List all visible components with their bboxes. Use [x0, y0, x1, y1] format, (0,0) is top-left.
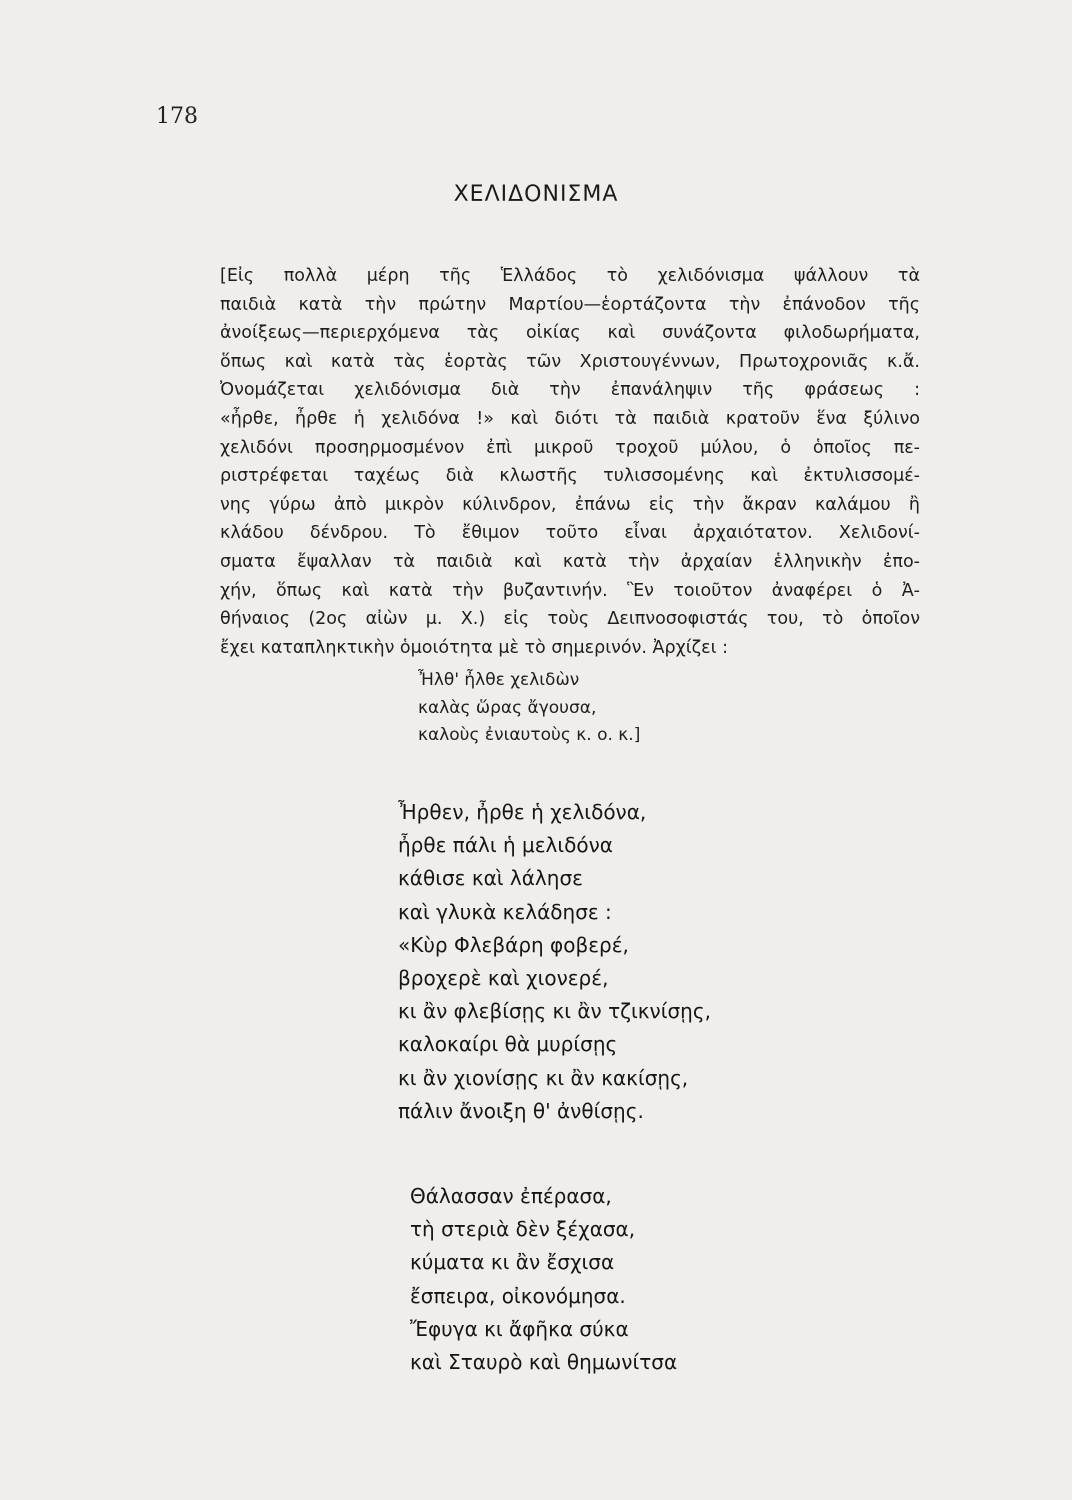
poem-line: «Κὺρ Φλεβάρη φοβερέ, [398, 932, 629, 957]
poem-line: βροχερὲ καὶ χιονερέ, [398, 966, 609, 991]
poem-line: τὴ στεριὰ δὲν ξέχασα, [410, 1217, 636, 1242]
intro-line: νης γύρω ἀπὸ μικρὸν κύλινδρον, ἐπάνω εἰς τὴν ἄκραν καλάμου ἢ [220, 494, 920, 515]
intro-line: χήν, ὅπως καὶ κατὰ τὴν βυζαντινήν. Ἓν τοιοῦτον ἀναφέρει ὁ Ἀ- [220, 580, 920, 601]
intro-line: ἀνοίξεως—περιερχόμενα τὰς οἰκίας καὶ συνάζοντα φιλοδωρήματα, [220, 323, 920, 344]
poem-stanza-1 [398, 796, 711, 1128]
intro-line: «ἦρθε, ἦρθε ἡ χελιδόνα !» καὶ διότι τὰ παιδιὰ κρατοῦν ἕνα ξύλινο [220, 408, 920, 429]
poem-line: κι ἂν φλεβίσῃς κι ἂν τζικνίσῃς, [398, 999, 711, 1024]
intro-line: χελιδόνι προσηρμοσμένον ἐπὶ μικροῦ τροχοῦ μύλου, ὁ ὁποῖος πε- [220, 437, 920, 458]
page-title: ΧΕΛΙΔΟΝΙΣΜΑ [453, 182, 619, 207]
intro-line: θήναιος (2ος αἰὼν μ. Χ.) εἰς τοὺς Δειπνοσοφιστάς του, τὸ ὁποῖον [220, 609, 920, 630]
intro-line: ριστρέφεται ταχέως διὰ κλωστῆς τυλισσομένης καὶ ἐκτυλισσομέ- [220, 466, 920, 487]
poem-line: Ἔφυγα κι ἄφῆκα σύκα [410, 1316, 629, 1341]
ancient-verse-line: καλὰς ὥρας ἄγουσα, [418, 697, 597, 718]
poem-line: καὶ γλυκὰ κελάδησε : [398, 899, 612, 924]
poem-line: Θάλασσαν ἐπέρασα, [410, 1184, 612, 1208]
intro-line: [Εἰς πολλὰ μέρη τῆς Ἑλλάδος τὸ χελιδόνισμα ψάλλουν τὰ [220, 266, 920, 286]
poem-line: ἦρθε πάλι ἡ μελιδόνα [398, 833, 613, 858]
poem-line: Ἦρθεν, ἦρθε ἡ χελιδόνα, [398, 800, 647, 824]
poem-line: κύματα κι ἂν ἔσχισα [410, 1250, 615, 1275]
intro-line: ὅπως καὶ κατὰ τὰς ἑορτὰς τῶν Χριστουγέννων, Πρωτοχρονιᾶς κ.ἄ. [220, 351, 920, 372]
poem-stanza-2 [410, 1180, 677, 1379]
intro-paragraph [220, 262, 920, 662]
poem-line: κι ἂν χιονίσῃς κι ἂν κακίσῃς, [398, 1065, 689, 1090]
intro-line: ἔχει καταπληκτικὴν ὁμοιότητα μὲ τὸ σημερινόν. Ἀρχίζει : [220, 637, 728, 658]
ancient-verse-line: Ἦλθ' ἦλθε χελιδὼν [418, 670, 580, 690]
ancient-verse-line: καλοὺς ἐνιαυτοὺς κ. ο. κ.] [418, 725, 641, 745]
intro-line: κλάδου δένδρου. Τὸ ἔθιμον τοῦτο εἶναι ἀρχαιότατον. Χελιδονί- [220, 523, 920, 544]
intro-line: παιδιὰ κατὰ τὴν πρώτην Μαρτίου—ἑορτάζοντα τὴν ἐπάνοδον τῆς [220, 294, 920, 315]
poem-line: καλοκαίρι θὰ μυρίσῃς [398, 1032, 618, 1057]
intro-line: σματα ἔψαλλαν τὰ παιδιὰ καὶ κατὰ τὴν ἀρχαίαν ἑλληνικὴν ἐπο- [220, 551, 920, 572]
poem-line: κάθισε καὶ λάλησε [398, 866, 583, 891]
intro-line: Ὀνομάζεται χελιδόνισμα διὰ τὴν ἐπανάληψιν τῆς φράσεως : [220, 380, 920, 401]
ancient-verse-quote [418, 667, 640, 750]
page-number: 178 [156, 104, 198, 129]
poem-line: πάλιν ἄνοιξη θ' ἀνθίσῃς. [398, 1098, 644, 1123]
poem-line: ἔσπειρα, οἰκονόμησα. [410, 1283, 626, 1308]
poem-line: καὶ Σταυρὸ καὶ θημωνίτσα [410, 1350, 678, 1375]
